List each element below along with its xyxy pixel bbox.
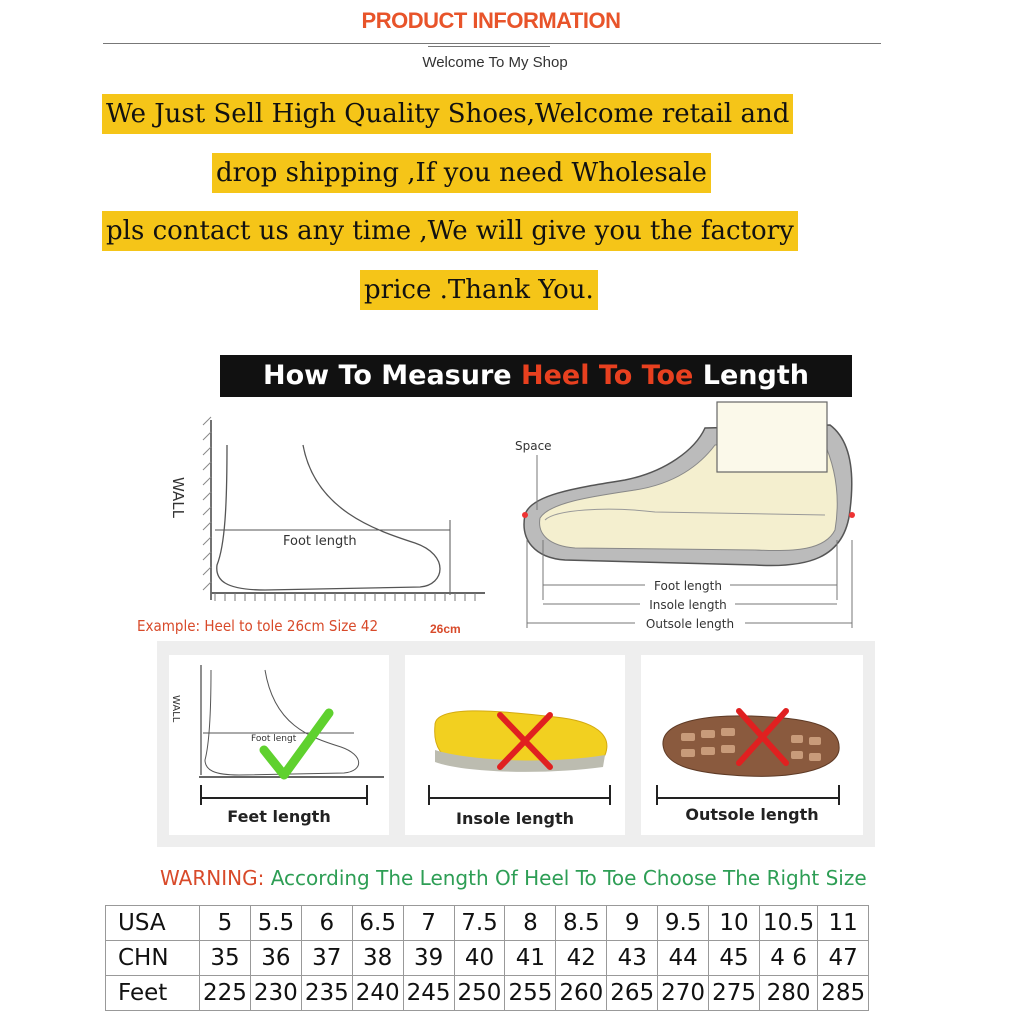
size-cell: 235 xyxy=(301,976,352,1011)
banner-highlight: Heel To Toe xyxy=(521,360,694,391)
outsole-illustration xyxy=(641,655,863,795)
size-row-chn xyxy=(106,941,869,976)
size-cell: 39 xyxy=(403,941,454,976)
panel-wall-label: WALL xyxy=(170,695,181,723)
size-cell: 45 xyxy=(709,941,760,976)
size-cell: 270 xyxy=(658,976,709,1011)
divider xyxy=(103,43,881,44)
size-row-header: Feet xyxy=(106,976,200,1011)
size-cell: 7.5 xyxy=(454,906,505,941)
shoe-insole-length: Insole length xyxy=(649,598,727,612)
size-cell: 225 xyxy=(200,976,251,1011)
size-cell: 275 xyxy=(709,976,760,1011)
warning-text: According The Length Of Heel To Toe Choose The Right Size xyxy=(270,866,867,890)
size-cell: 38 xyxy=(352,941,403,976)
page-title: PRODUCT INFORMATION xyxy=(361,8,621,33)
size-cell: 4 6 xyxy=(759,941,817,976)
size-cell: 43 xyxy=(607,941,658,976)
outsole-length-bracket xyxy=(655,783,841,807)
warning-label: WARNING: xyxy=(160,866,265,890)
banner-text-2: Length xyxy=(693,360,809,391)
cm-label: 26cm xyxy=(430,622,461,636)
check-icon xyxy=(264,713,329,775)
size-cell: 40 xyxy=(454,941,505,976)
size-cell: 36 xyxy=(250,941,301,976)
size-cell: 11 xyxy=(818,906,869,941)
shop-subtitle: Welcome To My Shop xyxy=(422,54,568,71)
size-cell: 250 xyxy=(454,976,505,1011)
feet-length-illustration xyxy=(169,655,389,795)
size-cell: 9 xyxy=(607,906,658,941)
size-table xyxy=(105,905,869,1011)
size-cell: 44 xyxy=(658,941,709,976)
size-cell: 6.5 xyxy=(352,906,403,941)
size-cell: 41 xyxy=(505,941,556,976)
size-cell: 6 xyxy=(301,906,352,941)
size-cell: 245 xyxy=(403,976,454,1011)
size-cell: 240 xyxy=(352,976,403,1011)
wall-label: WALL xyxy=(169,477,187,518)
outsole-length-label: Outsole length xyxy=(685,805,819,824)
size-cell: 260 xyxy=(556,976,607,1011)
size-cell: 7 xyxy=(403,906,454,941)
size-cell: 10.5 xyxy=(759,906,817,941)
divider-accent xyxy=(428,46,550,47)
size-cell: 42 xyxy=(556,941,607,976)
size-cell: 47 xyxy=(818,941,869,976)
panel-foot-label: Foot lengt xyxy=(251,734,297,744)
size-cell: 265 xyxy=(607,976,658,1011)
insole-length-label: Insole length xyxy=(456,809,574,828)
size-row-header: CHN xyxy=(106,941,200,976)
foot-wall-diagram xyxy=(165,415,495,615)
size-cell: 9.5 xyxy=(658,906,709,941)
shoe-foot-length: Foot length xyxy=(654,579,722,593)
panel-insole-length xyxy=(404,654,626,836)
measure-banner xyxy=(220,355,852,397)
size-cell: 285 xyxy=(818,976,869,1011)
banner-text-1: How To Measure xyxy=(263,360,522,391)
warning-line xyxy=(160,866,867,890)
space-label: Space xyxy=(515,439,552,453)
promo-line-3: pls contact us any time ,We will give you the factory xyxy=(102,211,798,251)
size-cell: 255 xyxy=(505,976,556,1011)
feet-length-label: Feet length xyxy=(227,807,331,826)
size-cell: 10 xyxy=(709,906,760,941)
feet-length-bracket xyxy=(199,783,369,807)
example-text: Example: Heel to tole 26cm Size 42 xyxy=(137,617,379,635)
size-cell: 8.5 xyxy=(556,906,607,941)
shoe-outsole-length: Outsole length xyxy=(645,617,735,631)
promo-line-1: We Just Sell High Quality Shoes,Welcome retail and xyxy=(102,94,793,134)
promo-line-4: price .Thank You. xyxy=(360,270,598,310)
panel-outsole-length xyxy=(640,654,864,836)
size-cell: 37 xyxy=(301,941,352,976)
size-cell: 5 xyxy=(200,906,251,941)
size-row-usa xyxy=(106,906,869,941)
shoe-cross-section xyxy=(505,400,865,635)
insole-length-bracket xyxy=(427,783,612,807)
promo-line-2: drop shipping ,If you need Wholesale xyxy=(212,153,711,193)
foot-length-label: Foot length xyxy=(283,534,357,549)
size-row-header: USA xyxy=(106,906,200,941)
panel-feet-length xyxy=(168,654,390,836)
size-cell: 280 xyxy=(759,976,817,1011)
size-row-feet xyxy=(106,976,869,1011)
size-cell: 35 xyxy=(200,941,251,976)
size-cell: 5.5 xyxy=(250,906,301,941)
insole-illustration xyxy=(405,655,625,795)
size-cell: 230 xyxy=(250,976,301,1011)
size-cell: 8 xyxy=(505,906,556,941)
